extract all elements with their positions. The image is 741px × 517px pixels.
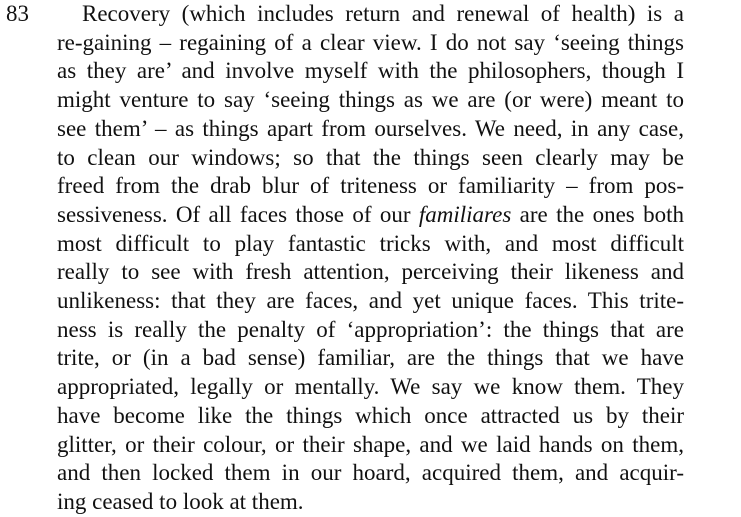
text-segment: sessiveness. Of all faces those of our [57, 201, 419, 227]
text-line: see them’ – as things apart from ourselves. We need, in any case, [57, 115, 684, 141]
text-line: have become like the things which once attracted us by their [57, 402, 684, 428]
text-line: glitter, or their colour, or their shape, and we laid hands on them, [57, 431, 684, 457]
text-line: might venture to say ‘seeing things as we are (or were) meant to [57, 87, 684, 113]
text-line: appropriated, legally or mentally. We say we know them. They [57, 374, 684, 400]
text-line: freed from the drab blur of triteness or familiarity – from pos- [57, 173, 684, 199]
text-line: and then locked them in our hoard, acquired them, and acquir- [57, 460, 684, 486]
text-line: unlikeness: that they are faces, and yet unique faces. This trite- [57, 288, 684, 314]
italic-term: familiares [418, 201, 512, 227]
paragraph-text [57, 0, 684, 517]
text-line: trite, or (in a bad sense) familiar, are the things that we have [57, 345, 684, 371]
text-line: as they are’ and involve myself with the philosophers, though I [57, 58, 684, 84]
text-line: to clean our windows; so that the things seen clearly may be [57, 144, 684, 170]
text-line: really to see with fresh attention, perceiving their likeness and [57, 259, 684, 285]
paragraph-number: 83 [6, 1, 29, 26]
text-segment: are the ones both [511, 201, 684, 227]
text-line: ness is really the penalty of ‘appropriation’: the things that are [57, 316, 684, 342]
text-line: Recovery (which includes return and renewal of health) is a [82, 1, 684, 26]
text-line: ing ceased to look at them. [57, 488, 304, 514]
text-line: most difficult to play fantastic tricks with, and most difficult [57, 230, 684, 256]
text-line: re-gaining – regaining of a clear view. I do not say ‘seeing things [57, 29, 684, 55]
text-line [57, 201, 684, 230]
